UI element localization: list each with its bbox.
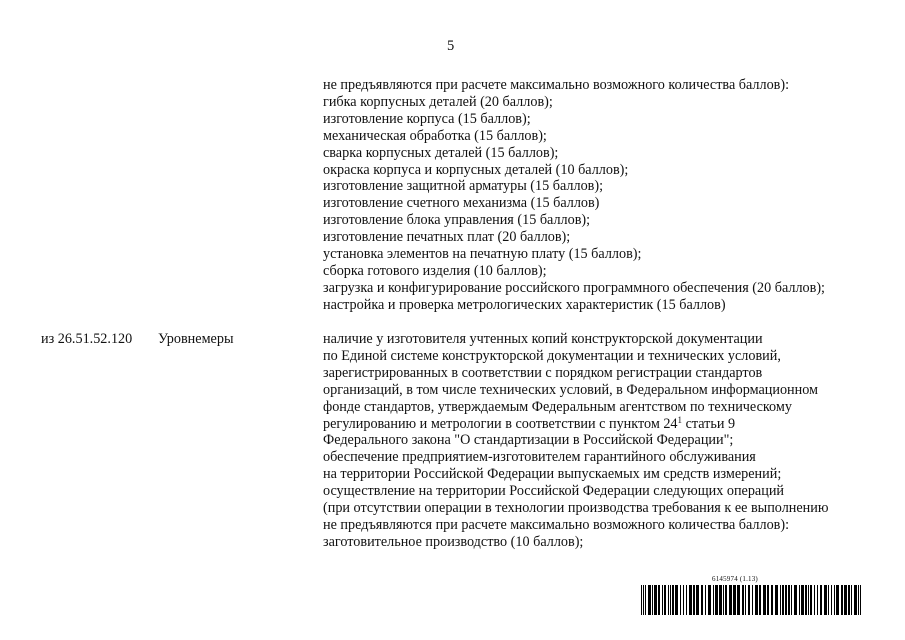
barcode-bar xyxy=(675,585,678,615)
text-line: на территории Российской Федерации выпускаемых им средств измерений; xyxy=(323,466,782,483)
barcode-bar xyxy=(680,585,681,615)
product-name: Уровнемеры xyxy=(158,331,234,347)
barcode-bar xyxy=(817,585,818,615)
barcode-bar xyxy=(836,585,839,615)
barcode-bar xyxy=(713,585,714,615)
barcode-bar xyxy=(775,585,778,615)
text-line: сварка корпусных деталей (15 баллов); xyxy=(323,144,559,161)
barcode-bar xyxy=(701,585,703,615)
text-line: фонде стандартов, утверждаемым Федеральным агентством по техническому xyxy=(323,398,792,415)
barcode-bar xyxy=(814,585,815,615)
barcode-bar xyxy=(719,585,722,615)
barcode xyxy=(641,585,863,615)
barcode-bar xyxy=(723,585,724,615)
barcode-bar xyxy=(641,585,642,615)
superscript: 1 xyxy=(677,414,683,425)
barcode-bar xyxy=(860,585,861,615)
barcode-id: 6145974 (1.13) xyxy=(712,575,758,583)
text-line: не предъявляются при расчете максимально возможного количества баллов): xyxy=(323,516,790,533)
barcode-bar xyxy=(737,585,740,615)
text-line: механическая обработка (15 баллов); xyxy=(323,127,547,144)
barcode-bar xyxy=(670,585,671,615)
requirements-list-continued xyxy=(323,77,825,314)
text-line: изготовление блока управления (15 баллов); xyxy=(323,212,591,229)
barcode-bar xyxy=(686,585,687,615)
barcode-bar xyxy=(799,585,800,615)
barcode-bar xyxy=(759,585,761,615)
text-line: установка элементов на печатную плату (15 баллов); xyxy=(323,246,642,263)
barcode-bar xyxy=(782,585,784,615)
text-line: организаций, в том числе технических условий, в Федеральном информационном xyxy=(323,381,819,398)
barcode-bar xyxy=(801,585,804,615)
text-line: обеспечение предприятием-изготовителем гарантийного обслуживания xyxy=(323,449,756,466)
barcode-bar xyxy=(810,585,812,615)
barcode-bar xyxy=(654,585,657,615)
barcode-bar xyxy=(668,585,669,615)
barcode-bar xyxy=(824,585,827,615)
text-line: изготовление корпуса (15 баллов); xyxy=(323,110,531,127)
barcode-bar xyxy=(767,585,769,615)
barcode-bar xyxy=(672,585,674,615)
barcode-bar xyxy=(645,585,646,615)
text-line xyxy=(323,416,828,433)
barcode-bar xyxy=(733,585,736,615)
barcode-bar xyxy=(791,585,792,615)
text-line: изготовление счетного механизма (15 баллов) xyxy=(323,195,600,212)
barcode-bar xyxy=(854,585,857,615)
text-line: изготовление печатных плат (20 баллов); xyxy=(323,229,571,246)
okpd2-code: из 26.51.52.120 xyxy=(41,331,133,347)
barcode-bar xyxy=(785,585,787,615)
barcode-bar xyxy=(648,585,651,615)
barcode-bar xyxy=(771,585,773,615)
barcode-bar xyxy=(820,585,822,615)
barcode-bar xyxy=(715,585,718,615)
barcode-bar xyxy=(748,585,750,615)
barcode-bar xyxy=(763,585,766,615)
barcode-bar xyxy=(696,585,699,615)
text-segment: регулированию и метрологии в соответствии с пунктом 24 xyxy=(323,415,678,432)
barcode-bar xyxy=(780,585,781,615)
barcode-bar xyxy=(745,585,746,615)
barcode-bar xyxy=(683,585,684,615)
barcode-bar xyxy=(643,585,644,615)
barcode-bar xyxy=(805,585,807,615)
text-line: загрузка и конфигурирование российского программного обеспечения (20 баллов); xyxy=(323,279,825,296)
barcode-bar xyxy=(788,585,790,615)
text-segment: статьи 9 xyxy=(682,415,736,432)
barcode-bar xyxy=(689,585,692,615)
text-line: окраска корпуса и корпусных деталей (10 баллов); xyxy=(323,161,629,178)
text-line: изготовление защитной арматуры (15 баллов); xyxy=(323,178,604,195)
barcode-bar xyxy=(729,585,732,615)
text-line: не предъявляются при расчете максимально возможного количества баллов): xyxy=(323,77,790,93)
barcode-bar xyxy=(858,585,859,615)
barcode-bar xyxy=(652,585,653,615)
text-line: по Единой системе конструкторской документации и технических условий, xyxy=(323,347,781,364)
text-line: Федерального закона "О стандартизации в Российской Федерации"; xyxy=(323,432,734,449)
barcode-bar xyxy=(834,585,835,615)
barcode-bar xyxy=(693,585,695,615)
barcode-bar xyxy=(794,585,797,615)
text-line: наличие у изготовителя учтенных копий конструкторской документации xyxy=(323,331,763,347)
barcode-bar xyxy=(658,585,660,615)
barcode-bar xyxy=(844,585,847,615)
text-line: (при отсутствии операции в технологии производства требования к ее выполнению xyxy=(323,500,829,517)
barcode-bar xyxy=(708,585,711,615)
barcode-bar xyxy=(828,585,829,615)
barcode-bar xyxy=(831,585,832,615)
text-line: осуществление на территории Российской Федерации следующих операций xyxy=(323,483,785,500)
barcode-bar xyxy=(848,585,850,615)
text-line: настройка и проверка метрологических характеристик (15 баллов) xyxy=(323,296,726,313)
text-line: зарегистрированных в соответствии с порядком регистрации стандартов xyxy=(323,364,763,381)
barcode-bar xyxy=(664,585,666,615)
barcode-bar xyxy=(752,585,753,615)
barcode-bar xyxy=(808,585,809,615)
text-line: заготовительное производство (10 баллов); xyxy=(323,533,584,550)
requirements-list xyxy=(323,331,828,551)
barcode-bar xyxy=(662,585,663,615)
barcode-bar xyxy=(841,585,843,615)
barcode-bar xyxy=(755,585,758,615)
page-number: 5 xyxy=(447,38,455,54)
barcode-bar xyxy=(742,585,744,615)
barcode-bar xyxy=(851,585,852,615)
barcode-bar xyxy=(705,585,706,615)
text-line: гибка корпусных деталей (20 баллов); xyxy=(323,93,553,110)
barcode-bar xyxy=(725,585,727,615)
text-line: сборка готового изделия (10 баллов); xyxy=(323,262,547,279)
